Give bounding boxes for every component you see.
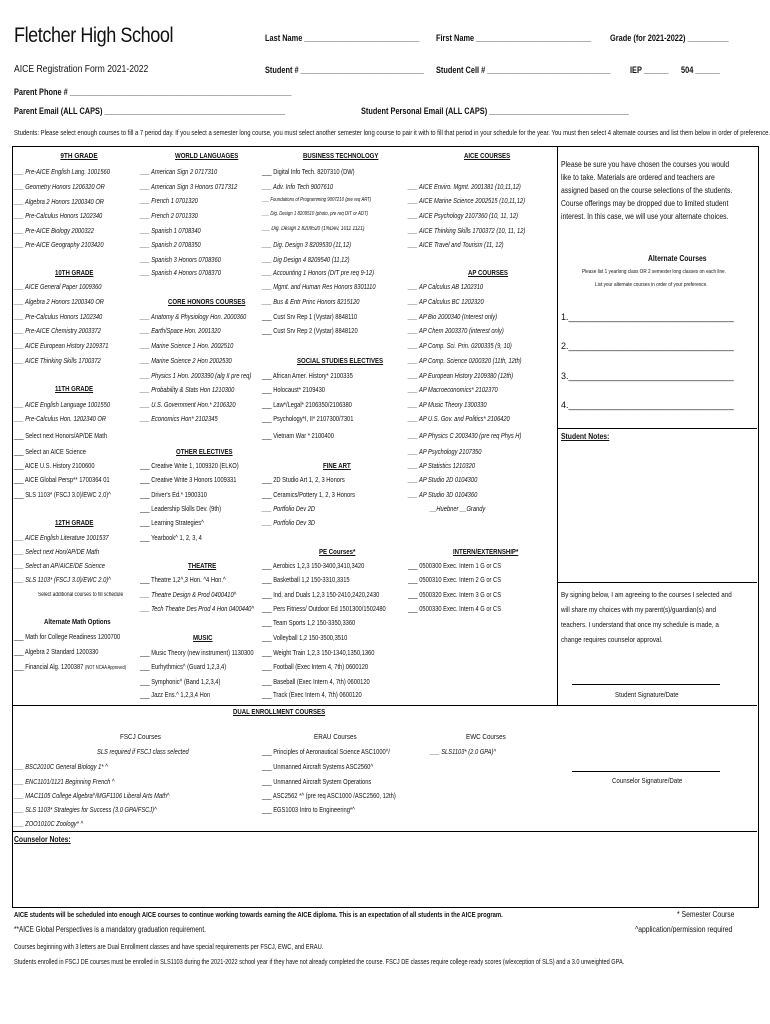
course-item[interactable]: ___ AICE Global Persp** 1700364 01 bbox=[14, 475, 110, 484]
course-item[interactable]: ___ AP Calculus BC 1202320 bbox=[408, 297, 484, 306]
course-item[interactable]: ___ Driver's Ed.* 1900310 bbox=[140, 490, 207, 499]
course-item[interactable]: ___ AP Statistics 1210320 bbox=[408, 461, 476, 470]
business-tech-heading: BUSINESS TECHNOLOGY bbox=[303, 151, 379, 160]
world-lang-heading: WORLD LANGUAGES bbox=[175, 151, 239, 160]
form-title: AICE Registration Form 2021-2022 bbox=[14, 64, 149, 75]
course-item[interactable]: ___ AICE European History 2109371 bbox=[14, 341, 109, 350]
school-name: Fletcher High School bbox=[14, 24, 174, 47]
footer-aice-note: AICE students will be scheduled into enough AICE courses to continue working towards earning the AICE diploma. This is an expectation of all students in the AICE program. bbox=[14, 910, 503, 919]
course-item[interactable]: ___ Earth/Space Hon. 2001320 bbox=[140, 326, 221, 335]
course-item[interactable]: ___ Geometry Honors 1206320 OR bbox=[14, 182, 105, 191]
alt-line-2[interactable]: 2._________________________________ bbox=[561, 341, 734, 351]
grade9-section bbox=[14, 151, 144, 160]
last-name-label: Last Name bbox=[265, 33, 303, 43]
course-item[interactable]: ___ Leadership Skills Dev. (9th) bbox=[140, 504, 222, 513]
course-item[interactable]: ___ Jazz Ens.^ 1,2,3,4 Hon bbox=[140, 690, 211, 699]
notes-divider bbox=[557, 428, 757, 429]
course-item[interactable]: ___ SLS 1103* (FSCJ 3.0)/EWC 2.0)^ bbox=[14, 575, 111, 584]
theatre-heading: THEATRE bbox=[188, 561, 217, 570]
course-item[interactable]: ___ AP Music Theory 1300330 bbox=[408, 400, 487, 409]
alt-note1: Please list 1 yearlong class OR 2 semester long classes on each line. bbox=[582, 269, 726, 275]
footer-global-persp: **AICE Global Perspectives is a mandatory graduation requirement. bbox=[14, 925, 206, 934]
course-item[interactable]: ___ Psychology*I, II* 2107300/7301 bbox=[262, 414, 354, 423]
course-item[interactable]: ___ AICE English Literature 1001537 bbox=[14, 533, 109, 542]
course-item[interactable]: ___ Theatre 1,2^,3 Hon. ^4 Hon.^ bbox=[140, 575, 226, 584]
course-item[interactable]: ___ Cust Srv Rep 2 (Vystar) 8848120 bbox=[262, 326, 358, 335]
course-item[interactable]: ___ French 2 0701330 bbox=[140, 211, 198, 220]
course-item[interactable]: ___ Vietnam War * 2100400 bbox=[262, 431, 334, 440]
course-item[interactable]: ___ Weight Train 1,2,3 150-1340,1350,1360 bbox=[262, 648, 375, 657]
course-item[interactable]: ___ Music Theory (new instrument) 1130300 bbox=[140, 648, 254, 657]
counselor-signature-label: Counselor Signature/Date bbox=[612, 776, 683, 785]
grade-field[interactable]: Grade (for 2021-2022) __________ bbox=[610, 33, 729, 43]
course-item[interactable]: ___ MAC1105 College Algebra^/MGF1106 Liberal Arts Math^ bbox=[14, 791, 170, 800]
course-item[interactable]: ___ Eurhythmics^ (Guard 1,2,3,4) bbox=[140, 662, 227, 671]
course-item[interactable]: ___ Unmanned Aircraft Systems ASC2560^ bbox=[262, 762, 374, 771]
course-item[interactable]: ___ SLS1103* (2.0 GPA)^ bbox=[430, 747, 497, 756]
course-item[interactable]: ___ Learning Strategies^ bbox=[140, 518, 204, 527]
course-item[interactable]: ___ Physics 1 Hon. 2003390 (alg II pre req) bbox=[140, 371, 252, 380]
course-item[interactable]: ___ EGS1003 Intro to Engineering*^ bbox=[262, 805, 355, 814]
course-item[interactable]: ___ Pre-Calculus Honors 1202340 bbox=[14, 312, 103, 321]
course-item[interactable]: ___ Bus & Entr Princ Honors 8215120 bbox=[262, 297, 360, 306]
student-email-field[interactable]: Student Personal Email (ALL CAPS) __________________________________ bbox=[361, 106, 629, 116]
alt-line-4[interactable]: 4._________________________________ bbox=[561, 400, 734, 410]
parent-phone-field[interactable]: Parent Phone # ______________________________________________________ bbox=[14, 87, 292, 97]
ap-courses-heading: AP COURSES bbox=[468, 268, 508, 277]
course-item[interactable]: ___ Spanish 1 0708340 bbox=[140, 226, 201, 235]
alt-courses-heading: Alternate Courses bbox=[648, 254, 707, 263]
course-notice: Please be sure you have chosen the courses you would like to take. Materials are ordered and teachers are assigned based on the course selections of the students. Course offerings may be dropped due to limited student interest. In this case, we will use your alternate choices. bbox=[561, 160, 733, 221]
music-heading: MUSIC bbox=[193, 633, 213, 642]
course-item[interactable]: ___ ASC2562 *^ (pre req ASC1000 /ASC2560, 12th) bbox=[262, 791, 396, 800]
course-item[interactable]: ___ African Amer. History* 2100335 bbox=[262, 371, 353, 380]
course-item[interactable]: ___ AP Studio 3D 0104360 bbox=[408, 490, 478, 499]
course-item[interactable]: ___ AICE General Paper 1009360 bbox=[14, 282, 102, 291]
course-item[interactable]: ___ Pre-Calculus Honors 1202340 bbox=[14, 211, 103, 220]
course-item[interactable]: ___ Symphonic^ (Band 1,2,3,4) bbox=[140, 677, 221, 686]
student-signature-line[interactable] bbox=[572, 684, 720, 685]
course-item[interactable]: ___ American Sign 2 0717310 bbox=[140, 167, 218, 176]
grade11-heading: 11TH GRADE bbox=[55, 384, 94, 393]
first-name-field[interactable]: First Name ____________________________ bbox=[436, 33, 592, 43]
course-item[interactable]: ___ Dig Design 4 8209540 (11,12) bbox=[262, 255, 350, 264]
student-email-label: Student Personal Email (ALL CAPS) bbox=[361, 106, 488, 116]
course-item[interactable]: ___ Pers Fitness/ Outdoor Ed 1501300/1502480 bbox=[262, 604, 386, 613]
course-item[interactable]: ___ Spanish 3 Honors 0708360 bbox=[140, 255, 221, 264]
course-item[interactable]: ___ Algebra 2 Standard 1200330 bbox=[14, 647, 99, 656]
course-item[interactable]: ___ AP Macroeconomics* 2102370 bbox=[408, 385, 498, 394]
course-item[interactable]: ___ Pre-AICE Chemistry 2003372 bbox=[14, 326, 101, 335]
dual-enrollment-heading: DUAL ENROLLMENT COURSES bbox=[233, 707, 326, 716]
parent-email-field[interactable]: Parent Email (ALL CAPS) ____________________________________________ bbox=[14, 106, 286, 116]
footer-fscj-note: Students enrolled in FSCJ DE courses must be enrolled in SLS1103 during the 2021-2022 school year if they have not already completed the course. FSCJ DE classes require college ready scores (w/exception of SLS) and a 3.0 unweighted GPA. bbox=[14, 957, 625, 966]
alt-line-3[interactable]: 3._________________________________ bbox=[561, 371, 734, 381]
right-panel-divider bbox=[557, 146, 558, 706]
iep-label: IEP bbox=[630, 65, 642, 75]
counselor-signature-line[interactable] bbox=[572, 771, 720, 772]
alt-math-heading: Alternate Math Options bbox=[44, 617, 111, 626]
course-item[interactable]: ___ AP Comp. Science 0200320 (11th, 12th) bbox=[408, 356, 522, 365]
instructions: Students: Please select enough courses to fill a 7 period day. If you select a semester long course, you must select another semester long course to pair it with to fill that period in your schedule for the year. You must then select 4 alternate courses and list them below in order of preference. bbox=[14, 128, 770, 137]
iep-field[interactable]: IEP ______ bbox=[630, 65, 669, 75]
legend-application: ^application/permission required bbox=[635, 925, 733, 934]
course-item[interactable]: ___ Digital Info Tech. 8207310 (DW) bbox=[262, 167, 355, 176]
plan504-label: 504 bbox=[681, 65, 694, 75]
course-item[interactable]: ___ Economics Hon* 2102345 bbox=[140, 414, 218, 423]
course-item[interactable]: ___ Football (Exec Intern 4, 7th) 0600120 bbox=[262, 662, 369, 671]
course-item[interactable]: ___ 0500330 Exec. Intern 4 G or CS bbox=[408, 604, 502, 613]
course-item[interactable]: ___ Algebra 2 Honors 1200340 OR bbox=[14, 197, 104, 206]
course-item[interactable]: ___ Dig. Design 2 8209520 (1%Dev, 1011 1121) bbox=[262, 226, 365, 232]
course-item[interactable]: ___ Probability & Stats Hon 1210300 bbox=[140, 385, 235, 394]
course-item[interactable]: ___ AICE Thinking Skills 1700372 bbox=[14, 356, 101, 365]
course-item[interactable]: ___ AICE Enviro. Mgmt. 2001381 (10,11,12) bbox=[408, 182, 521, 191]
alt-note2: List your alternate courses in order of your preference. bbox=[595, 282, 708, 288]
course-item[interactable]: ___ Pre-AICE Geography 2103420 bbox=[14, 240, 104, 249]
course-item[interactable]: ___ Math for College Readiness 1200700 bbox=[14, 632, 121, 641]
course-item[interactable]: ___ Portfolio Dev 3D bbox=[262, 518, 316, 527]
parent-phone-label: Parent Phone # bbox=[14, 87, 68, 97]
grade12-heading: 12TH GRADE bbox=[55, 518, 94, 527]
legend-semester: * Semester Course bbox=[677, 910, 735, 919]
dual-enrollment-divider bbox=[12, 705, 757, 706]
course-item[interactable]: ___ Portfolio Dev 2D bbox=[262, 504, 316, 513]
course-item[interactable]: ___ AP Psychology 2107350 bbox=[408, 447, 482, 456]
aice-courses-heading: AICE COURSES bbox=[464, 151, 511, 160]
fscj-heading: FSCJ Courses bbox=[120, 732, 161, 741]
internship-heading: INTERN/EXTERNSHIP* bbox=[453, 547, 519, 556]
course-item[interactable]: ___ Select next Honors/AP/DE Math bbox=[14, 431, 108, 440]
course-item[interactable]: ___ Spanish 4 Honors 0708370 bbox=[140, 268, 221, 277]
course-item[interactable]: ___ 2D Studio Art 1, 2, 3 Honors bbox=[262, 475, 345, 484]
course-item[interactable]: ___ Ind. and Duals 1,2,3 150-2410,2420,2430 bbox=[262, 590, 380, 599]
course-item[interactable]: ___ 0500300 Exec. Intern 1 G or CS bbox=[408, 561, 502, 570]
alt-line-1[interactable]: 1._________________________________ bbox=[561, 312, 734, 322]
grade10-heading: 10TH GRADE bbox=[55, 268, 94, 277]
course-item[interactable]: ___ Track (Exec Intern 4, 7th) 0600120 bbox=[262, 690, 362, 699]
ewc-heading: EWC Courses bbox=[466, 732, 506, 741]
course-item[interactable]: ___ AICE Marine Science 2002515 (10,11,12) bbox=[408, 196, 525, 205]
course-item[interactable]: ___ Law*/Legal* 2106350/2106380 bbox=[262, 400, 352, 409]
course-item[interactable]: ___ Ceramics/Pottery 1, 2, 3 Honors bbox=[262, 490, 356, 499]
course-item[interactable]: ___ American Sign 3 Honors 0717312 bbox=[140, 182, 238, 191]
student-cell-label: Student Cell # bbox=[436, 65, 486, 75]
counselor-notes-label: Counselor Notes: bbox=[14, 835, 71, 844]
course-item[interactable]: ___ Select next Hon/AP/DE Math bbox=[14, 547, 100, 556]
course-item[interactable]: ___ Creative Write 1, 1009320 (ELKO) bbox=[140, 461, 239, 470]
footer-dual-note: Courses beginning with 3 letters are Dual Enrollment classes and have special requirements per FSCJ, EWC, and ERAU. bbox=[14, 942, 324, 951]
student-notes-heading: Student Notes: bbox=[561, 432, 610, 441]
course-item[interactable]: ___ Pre-Calculus Hon. 1202340 OR bbox=[14, 414, 107, 423]
course-item[interactable]: ___ Algebra 2 Honors 1200340 OR bbox=[14, 297, 104, 306]
course-item[interactable]: ___ AICE Psychology 2107360 (10, 11, 12) bbox=[408, 211, 518, 220]
course-item[interactable]: ___ French 1 0701320 bbox=[140, 196, 198, 205]
course-item[interactable]: ___ Creative Write 3 Honors 1009331 bbox=[140, 475, 237, 484]
fine-art-heading: FINE ART bbox=[323, 461, 351, 470]
course-item[interactable]: ___ ZOO1010C Zoology* ^ bbox=[14, 819, 84, 828]
course-item[interactable]: ___ 0500320 Exec. Intern 3 G or CS bbox=[408, 590, 502, 599]
student-id-field[interactable]: Student # ______________________________ bbox=[265, 65, 424, 75]
course-item[interactable]: ___ Select an AP/AICE/DE Science bbox=[14, 561, 105, 570]
course-item[interactable]: ___ Holocaust* 2109430 bbox=[262, 385, 325, 394]
other-electives-heading: OTHER ELECTIVES bbox=[176, 447, 233, 456]
grade-label: Grade (for 2021-2022) bbox=[610, 33, 686, 43]
course-item[interactable]: ___ Volleyball 1,2 150-3500,3510 bbox=[262, 633, 348, 642]
grade9-heading: 9TH GRADE bbox=[60, 151, 98, 160]
course-item[interactable]: ___ Tech Theatre Des Prod 4 Hon 0400440^ bbox=[140, 604, 255, 613]
pe-heading: PE Courses* bbox=[319, 547, 356, 556]
agreement-divider bbox=[557, 582, 757, 583]
course-item[interactable]: ___ Mgmt. and Human Res Honors 8301110 bbox=[262, 282, 376, 291]
course-item[interactable]: ___ Accounting 1 Honors (DIT pre req 9-12) bbox=[262, 268, 374, 277]
course-item[interactable]: ___ Anatomy & Physiology Hon. 2000360 bbox=[140, 312, 247, 321]
agreement-text: By signing below, I am agreeing to the courses I selected and will share my choices with my parent(s)/guardian(s) and teachers. I understand that once my schedule is made, a change requires counselor approval. bbox=[561, 590, 732, 644]
course-item[interactable]: ___ AP Bio 2000340 (Interest only) bbox=[408, 312, 498, 321]
student-signature-label: Student Signature/Date bbox=[615, 690, 679, 699]
parent-email-label: Parent Email (ALL CAPS) bbox=[14, 106, 103, 116]
erau-heading: ERAU Courses bbox=[314, 732, 357, 741]
fscj-note: SLS required if FSCJ class selected bbox=[97, 747, 189, 756]
course-item[interactable]: ___ Yearbook^ 1, 2, 3, 4 bbox=[140, 533, 202, 542]
first-name-label: First Name bbox=[436, 33, 475, 43]
course-item[interactable]: ___ ENC1101/1121 Beginning French ^ bbox=[14, 777, 115, 786]
course-item[interactable]: ___ Pre-AICE English Lang. 1001560 bbox=[14, 167, 110, 176]
course-item[interactable]: ___ Principles of Aeronautical Science ASC1000^/ bbox=[262, 747, 391, 756]
course-item[interactable]: ___ AP Chem 2003370 (interest only) bbox=[408, 326, 504, 335]
course-item[interactable]: ___ AP Calculus AB 1202310 bbox=[408, 282, 484, 291]
course-item[interactable]: ___ Financial Alg. 1200387 (NOT NCAA Approved) bbox=[14, 662, 127, 671]
counselor-notes-divider bbox=[12, 831, 757, 832]
course-item[interactable]: ___ Cust Srv Rep 1 (Vystar) 8848110 bbox=[262, 312, 358, 321]
course-item[interactable]: ___ Basketball 1,2 150-3310,3315 bbox=[262, 575, 350, 584]
course-item[interactable]: ___ Foundations of Programming 9007210 (pre req ART) bbox=[262, 197, 372, 203]
course-item[interactable]: ___ Dig. Design 1 8209510 (photo, pre req DIT or ADT) bbox=[262, 211, 369, 217]
course-item[interactable]: ___ BSC2010C General Biology 1* ^ bbox=[14, 762, 108, 771]
course-item[interactable]: ___ SLS 1103* Strategies for Success (3.0 GPA/FSCJ)^ bbox=[14, 805, 157, 814]
course-item[interactable]: ___ Baseball (Exec Intern 4, 7th) 0600120 bbox=[262, 677, 370, 686]
student-cell-field[interactable]: Student Cell # ______________________________ bbox=[436, 65, 611, 75]
plan504-field[interactable]: 504 ______ bbox=[681, 65, 721, 75]
course-item[interactable]: ___ AP European History 2109380 (12th) bbox=[408, 371, 514, 380]
last-name-field[interactable]: Last Name ____________________________ bbox=[265, 33, 420, 43]
social-studies-heading: SOCIAL STUDIES ELECTIVES bbox=[297, 356, 384, 365]
course-item[interactable]: ___ 0500310 Exec. Intern 2 G or CS bbox=[408, 575, 502, 584]
course-item[interactable]: ___ Adv. Info Tech 9007610 bbox=[262, 182, 334, 191]
course-item[interactable]: ___ Spanish 2 0708350 bbox=[140, 240, 201, 249]
course-item[interactable]: ___ Marine Science 2 Hon 2002530 bbox=[140, 356, 232, 365]
course-item[interactable]: ___ Unmanned Aircraft System Operations bbox=[262, 777, 372, 786]
core-honors-heading: CORE HONORS COURSES bbox=[168, 297, 246, 306]
student-id-label: Student # bbox=[265, 65, 299, 75]
course-item[interactable]: ___ AICE Travel and Tourism (11, 12) bbox=[408, 240, 504, 249]
course-item[interactable]: ___ Dig. Design 3 8209530 (11,12) bbox=[262, 240, 352, 249]
ap-studio-teachers[interactable]: __Huebner __Grandy bbox=[430, 504, 486, 513]
course-item[interactable]: ___ Select an AICE Science bbox=[14, 447, 86, 456]
course-item[interactable]: ___ AP Comp. Sci. Prin. 0200335 (9, 10) bbox=[408, 341, 512, 350]
course-item[interactable]: ___ AICE English Language 1001550 bbox=[14, 400, 111, 409]
course-item[interactable]: ___ AP Studio 2D 0104300 bbox=[408, 475, 478, 484]
grade12-note: Select additional courses to fill schedule bbox=[38, 592, 124, 598]
course-item[interactable]: ___ Marine Science 1 Hon. 2002510 bbox=[140, 341, 234, 350]
course-item[interactable]: ___ Aerobics 1,2,3 150-3400,3410,3420 bbox=[262, 561, 365, 570]
course-item[interactable]: ___ AP U.S. Gov. and Politics* 2106420 bbox=[408, 414, 510, 423]
course-item[interactable]: ___ AP Physics C 2003430 (pre req Phys H) bbox=[408, 431, 522, 440]
course-item[interactable]: ___ Team Sports 1,2 150-3350,3360 bbox=[262, 618, 356, 627]
course-item[interactable]: ___ AICE U.S. History 2100600 bbox=[14, 461, 95, 470]
course-item[interactable]: ___ AICE Thinking Skills 1700372 (10, 11, 12) bbox=[408, 226, 526, 235]
course-item[interactable]: ___ SLS 1103* (FSCJ 3.0)/EWC 2.0)^ bbox=[14, 490, 111, 499]
course-item[interactable]: ___ Theatre Design & Prod 0400410^ bbox=[140, 590, 237, 599]
course-item[interactable]: ___ U.S. Government Hon.* 2106320 bbox=[140, 400, 236, 409]
course-item[interactable]: ___ Pre-AICE Biology 2000322 bbox=[14, 226, 94, 235]
